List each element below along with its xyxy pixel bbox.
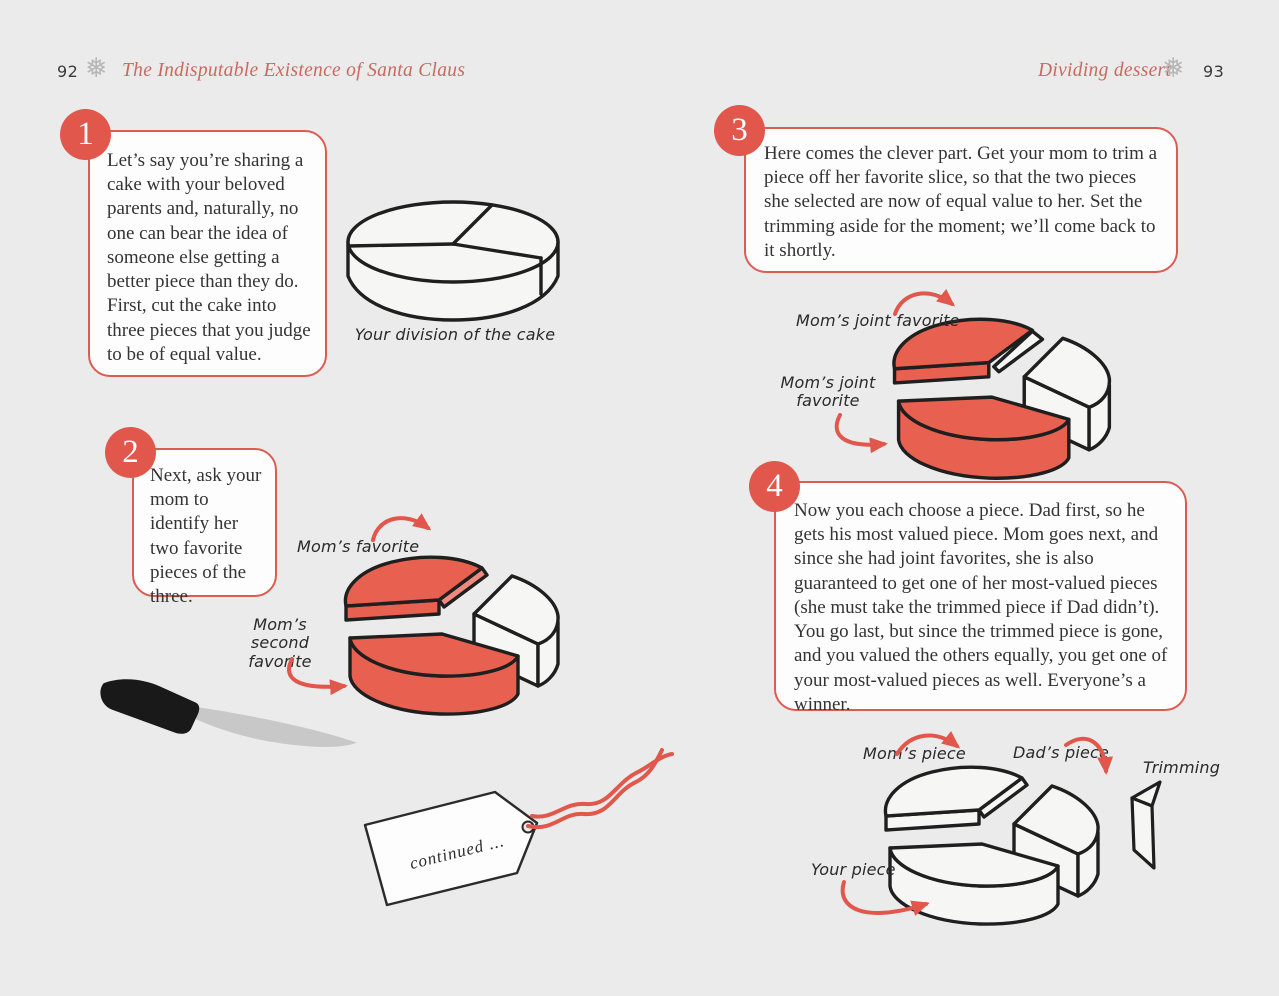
step-2-box [132, 448, 277, 608]
step-4-box [774, 481, 1187, 715]
moms-second-favorite-label: Mom’s second favorite [248, 615, 312, 671]
your-piece-arrow [836, 876, 940, 928]
tag-label: continued ... [407, 831, 507, 874]
cake-whole-caption: Your division of the cake [354, 325, 556, 344]
step-4-text: Now you each choose a piece. Dad first, so he gets his most valued piece. Mom goes next, and since she had joint favorites, she is also guaranteed to get one of her most-valued pieces (she must take the trimmed piece if Dad didn’t). You go last, but since the trimmed piece is gone, and you valued the others equally, you get one of your most-valued pieces as well. Everyone’s a winner. [794, 500, 1168, 715]
your-piece-label: Your piece [811, 860, 896, 879]
cake-exploded-two-red-illustration [336, 552, 576, 702]
moms-joint-favorite-top-arrow [890, 284, 964, 328]
tag-string [526, 742, 676, 836]
step-2-text: Next, ask your mom to identify her two favorite pieces of the three. [150, 465, 262, 608]
right-running-title: Dividing dessert [1038, 60, 1172, 81]
moms-joint-favorite-front-label: Mom’s joint favorite [780, 373, 876, 411]
left-page-number: 92 [57, 62, 79, 81]
step-1-box [88, 130, 327, 377]
continued-tag [360, 740, 552, 910]
moms-joint-favorite-top-label: Mom’s joint favorite [796, 311, 960, 330]
dads-piece-label: Dad’s piece [1013, 743, 1110, 762]
moms-piece-arrow [893, 728, 967, 764]
step-3-badge: 3 [714, 105, 765, 156]
step-4-badge: 4 [749, 461, 800, 512]
step-1-badge: 1 [60, 109, 111, 160]
step-3-box [744, 127, 1178, 273]
right-page-number: 93 [1203, 62, 1225, 81]
knife-illustration [90, 675, 371, 761]
moms-favorite-arrow [368, 508, 440, 556]
dads-piece-arrow [1062, 731, 1116, 785]
left-running-title: The Indisputable Existence of Santa Claus [122, 60, 466, 81]
trimming-label: Trimming [1143, 758, 1221, 777]
moms-joint-favorite-front-arrow [828, 410, 896, 456]
step-3-text: Here comes the clever part. Get your mom to trim a piece off her favorite slice, so that the two pieces she selected are now of equal value to her. Set the trimming aside for the moment; we’ll come back to it shortly. [764, 143, 1158, 261]
trimming-sliver-illustration [1126, 776, 1174, 880]
snowflake-icon: ❅ [85, 53, 108, 84]
snowflake-icon: ❅ [1162, 53, 1185, 84]
moms-piece-label: Mom’s piece [863, 744, 966, 763]
step-2-badge: 2 [105, 427, 156, 478]
step-1-text: Let’s say you’re sharing a cake with your beloved parents and, naturally, no one can bear the idea of someone else getting a better piece than they do. First, cut the cake into three pieces that you judge to be of equal value. [107, 150, 311, 365]
cake-whole-illustration [340, 194, 570, 328]
moms-favorite-label: Mom’s favorite [297, 537, 420, 556]
cake-trimmed-illustration [884, 314, 1128, 466]
